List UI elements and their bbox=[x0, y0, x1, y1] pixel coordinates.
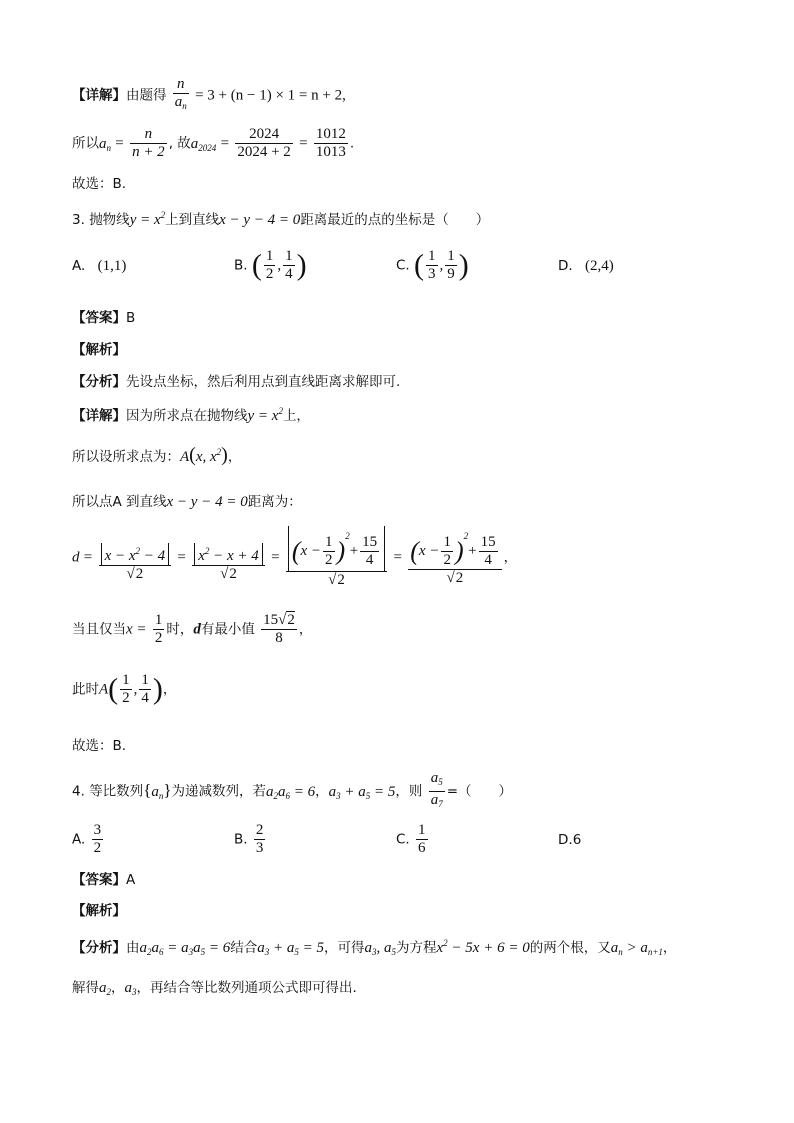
question-text: ，则 bbox=[395, 783, 423, 800]
question-3 bbox=[72, 208, 489, 229]
option-label: C. bbox=[396, 257, 410, 274]
analysis-4-label: 【解析】 bbox=[72, 903, 126, 919]
equals: = bbox=[83, 549, 93, 566]
fenxi-4 bbox=[72, 936, 676, 957]
answer-label: 【答案】 bbox=[72, 310, 126, 326]
choose-line-1: 故选：B. bbox=[72, 176, 127, 192]
fenxi-text: 由 bbox=[126, 940, 140, 956]
a-3: $a_3$ bbox=[124, 980, 137, 997]
line-expr: x − y − 4 = 0 bbox=[166, 494, 248, 510]
when-text: 时， bbox=[166, 621, 194, 638]
option-label: A. bbox=[72, 258, 86, 274]
option-value: (2,4) bbox=[584, 258, 614, 274]
a-2: $a_2$ bbox=[99, 980, 111, 997]
fenxi-text: 解得 bbox=[72, 980, 99, 996]
fraction-n-over-n-plus-2: $\frac{n}{n + 2}$ bbox=[132, 126, 165, 160]
option-b[interactable] bbox=[234, 822, 267, 857]
expr-2: $a_3 + a_5 = 5$ bbox=[257, 940, 324, 957]
answer-3 bbox=[72, 306, 135, 326]
comma: ， bbox=[227, 449, 242, 465]
option-b[interactable]: B. ( $\frac{1}{2}$ , $\frac{1}{4}$ ) bbox=[234, 248, 307, 282]
equation-text: = 3 + (n − 1) × 1 = n + 2, bbox=[195, 87, 346, 104]
x-equals: x = bbox=[126, 621, 147, 638]
option-value: 6 bbox=[572, 832, 582, 848]
option-label: B. bbox=[234, 257, 248, 274]
a-2024: $a_{2024}$ bbox=[190, 135, 217, 153]
formula-frac-3: (x − $\frac{1}{2}$ )$^2$+ $\frac{15}{4}$ √2 bbox=[286, 526, 387, 589]
equals: = bbox=[220, 135, 230, 152]
option-label: D. bbox=[558, 258, 573, 274]
fraction: $\frac{3}{2}$ bbox=[93, 822, 102, 856]
answer-4 bbox=[72, 868, 135, 888]
option-label: D. bbox=[558, 832, 573, 848]
paren-left: ( bbox=[251, 248, 262, 282]
option-label: B. bbox=[234, 831, 248, 848]
paren-left: ( bbox=[414, 248, 425, 282]
fraction: $\frac{1}{9}$ bbox=[447, 248, 455, 282]
d-var: d bbox=[72, 549, 80, 566]
minimum-line bbox=[72, 612, 312, 647]
comma: ， bbox=[503, 549, 518, 566]
point-a: A bbox=[180, 449, 190, 465]
fenxi-text: ，再结合等比数列通项公式即可得出. bbox=[136, 980, 357, 996]
analysis-3-label: 【解析】 bbox=[72, 342, 126, 358]
distance-text: 所以点A 到直线 bbox=[72, 494, 167, 510]
question-text: 为递减数列，若 bbox=[171, 783, 267, 800]
fraction-a5-a7: $\frac{a_5}{a_7}$ bbox=[429, 770, 445, 813]
distance-text: 距离为： bbox=[247, 494, 302, 510]
expr-5: $a_n > a_{n+1}$ bbox=[610, 940, 663, 957]
option-label: A. bbox=[72, 831, 86, 848]
formula-frac-4: (x − $\frac{1}{2}$ )$^2$+ $\frac{15}{4}$ √2 bbox=[408, 528, 501, 587]
fraction-2024: $\frac{2024}{2024 + 2}$ bbox=[237, 126, 291, 160]
seq-an: $a_n$ bbox=[151, 783, 164, 801]
question-number: 3. bbox=[72, 212, 85, 228]
parabola-expr: $y = x^2$ bbox=[129, 210, 166, 228]
fenxi-4-continued bbox=[72, 976, 357, 997]
detail-text: 上， bbox=[282, 408, 310, 424]
so-text: 所以 bbox=[72, 135, 99, 152]
answer-value: A bbox=[126, 872, 136, 888]
line-expr: x − y − 4 = 0 bbox=[219, 212, 301, 228]
equals: = bbox=[115, 135, 124, 152]
question-text: =（ ） bbox=[446, 783, 513, 800]
expr-3: $a_3$, $a_5$ bbox=[364, 940, 396, 957]
equals: = bbox=[299, 135, 308, 152]
paren-right: ) bbox=[458, 248, 469, 282]
fenxi-text: 为方程 bbox=[396, 940, 437, 956]
fenxi-label: 【分析】 bbox=[72, 374, 126, 390]
fraction: $\frac{1}{2}$ bbox=[122, 672, 130, 706]
fraction: $\frac{1}{4}$ bbox=[285, 248, 293, 282]
option-d[interactable] bbox=[558, 258, 614, 275]
fenxi-text: 的两个根，又 bbox=[529, 940, 611, 956]
fraction-half: $\frac{1}{2}$ bbox=[154, 612, 163, 646]
distance-intro bbox=[72, 490, 302, 511]
comma: ， bbox=[662, 940, 677, 956]
choose-line-2: 故选：B. bbox=[72, 738, 127, 754]
question-text: 上到直线 bbox=[165, 212, 220, 228]
point-a: A bbox=[99, 681, 109, 698]
when-text: 有最小值 bbox=[200, 621, 255, 638]
fraction: $\frac{1}{4}$ bbox=[141, 672, 149, 706]
formula-frac-1: $\frac{x - x^2 - 4}{√2}$ bbox=[99, 543, 172, 583]
question-number: 4. bbox=[72, 783, 85, 800]
question-text: 抛物线 bbox=[89, 212, 130, 228]
period: . bbox=[349, 135, 355, 152]
line-detail-2 bbox=[72, 126, 354, 161]
formula-frac-2: $\frac{x^2 - x + 4}{√2}$ bbox=[192, 543, 265, 583]
comma: ， bbox=[111, 980, 125, 996]
fraction: $\frac{1}{6}$ bbox=[418, 822, 426, 856]
question-text: 等比数列 bbox=[89, 783, 144, 800]
fraction-n-over-an: $\frac{n}{a_n}$ bbox=[173, 76, 189, 115]
d-var: d bbox=[193, 621, 201, 638]
expr-1: $a_2a_6 = a_3a_5 = 6$ bbox=[139, 940, 231, 957]
distance-formula bbox=[72, 526, 517, 589]
condition-1: $a_2a_6 = 6$ bbox=[266, 783, 316, 801]
comma: ， bbox=[162, 681, 177, 698]
question-4: 4. 等比数列$\{a_n\}$为递减数列，若$a_2a_6 = 6$，$a_3 + a_5 = 5$，则 $\frac{a_5}{a_7}$ =（ ） bbox=[72, 770, 512, 813]
fraction: $\frac{1}{2}$ bbox=[265, 248, 274, 282]
detail-text: 由题得 bbox=[126, 87, 167, 104]
fraction: $\frac{1}{3}$ bbox=[428, 248, 436, 282]
option-a[interactable] bbox=[72, 822, 105, 857]
detail-label: 【详解】 bbox=[72, 408, 126, 424]
answer-value: B bbox=[126, 310, 136, 326]
option-label: C. bbox=[396, 831, 410, 848]
then-line: 此时A( $\frac{1}{2}$ , $\frac{1}{4}$ )， bbox=[72, 672, 177, 706]
then-text: 此时 bbox=[72, 681, 99, 698]
option-c[interactable]: C. ( $\frac{1}{3}$ , $\frac{1}{9}$ ) bbox=[396, 248, 469, 282]
fenxi-text: 结合 bbox=[230, 940, 258, 956]
therefore-text: , 故 bbox=[168, 135, 191, 152]
option-d[interactable] bbox=[558, 832, 581, 848]
set-point-text: 所以设所求点为： bbox=[72, 449, 180, 465]
equals: = bbox=[177, 549, 186, 566]
expr-4: $x^2 - 5x + 6 = 0$ bbox=[436, 938, 530, 956]
comma: ， bbox=[315, 783, 329, 800]
paren-right: ) bbox=[296, 248, 307, 282]
parabola-expr: $y = x^2$ bbox=[247, 406, 283, 424]
a-n: $a_n$ bbox=[99, 135, 111, 153]
comma: ， bbox=[298, 621, 313, 638]
when-text: 当且仅当 bbox=[72, 621, 126, 638]
option-value: (1,1) bbox=[97, 258, 127, 274]
option-a[interactable] bbox=[72, 258, 126, 275]
detail-text: 因为所求点在抛物线 bbox=[126, 408, 248, 424]
condition-2: $a_3 + a_5 = 5$ bbox=[328, 783, 396, 801]
option-c[interactable] bbox=[396, 822, 430, 857]
fenxi-text: 先设点坐标，然后利用点到直线距离求解即可. bbox=[126, 374, 401, 390]
fenxi-text: ，可得 bbox=[324, 940, 365, 956]
equals: = bbox=[393, 549, 402, 566]
fraction: $\frac{2}{3}$ bbox=[255, 822, 264, 856]
equals: = bbox=[271, 549, 280, 566]
question-text: 距离最近的点的坐标是（ ） bbox=[300, 212, 490, 228]
fraction-1012-1013: $\frac{1012}{1013}$ bbox=[315, 126, 346, 160]
answer-label: 【答案】 bbox=[72, 872, 126, 888]
detail-label: 【详解】 bbox=[72, 87, 126, 104]
set-point-line: 所以设所求点为：A(x, $x^2$)， bbox=[72, 444, 242, 466]
fenxi-3 bbox=[72, 370, 400, 390]
fraction-min-value: $\frac{15√2}{8}$ bbox=[263, 612, 295, 646]
fenxi-label: 【分析】 bbox=[72, 940, 126, 956]
point-coords: x, $x^2$ bbox=[195, 447, 222, 465]
line-detail-1 bbox=[72, 76, 346, 115]
detail-3 bbox=[72, 404, 310, 425]
